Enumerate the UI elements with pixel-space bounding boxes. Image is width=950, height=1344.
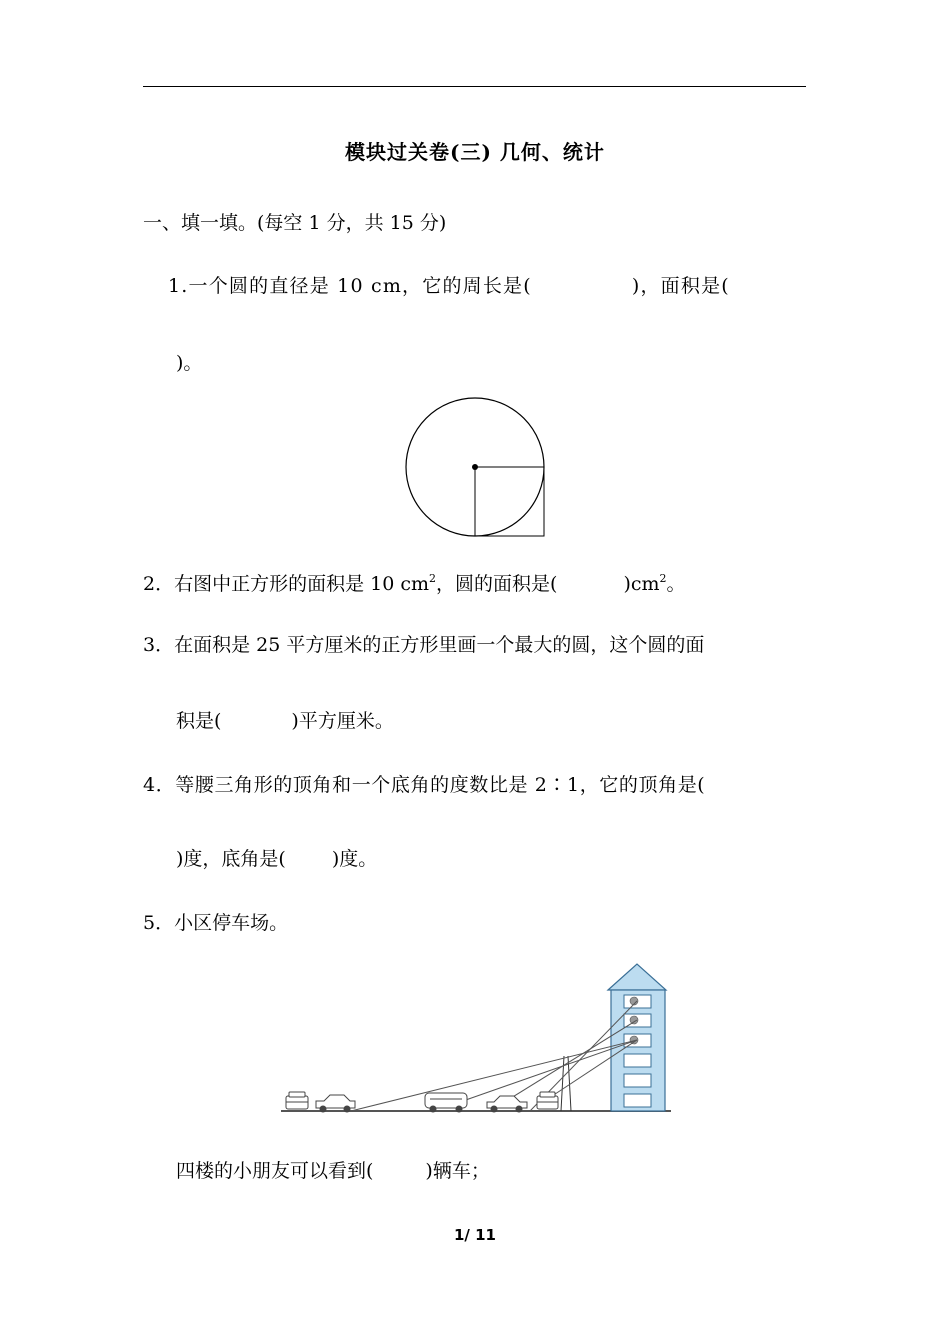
question-3-line-1: 3．在面积是 25 平方厘米的正方形里画一个最大的圆，这个圆的面 xyxy=(143,634,705,656)
car-3-sedan xyxy=(487,1096,527,1112)
page-title: 模块过关卷(三) 几何、统计 xyxy=(345,140,605,164)
q4-text-b: )度。 xyxy=(331,848,378,870)
q2-text-c: )cm xyxy=(623,573,660,595)
sight-lines xyxy=(351,1001,637,1111)
pole-left xyxy=(561,1056,564,1111)
window-floor-3 xyxy=(624,1054,651,1067)
building-roof xyxy=(608,964,666,990)
q1-text-b: )，面积是( xyxy=(631,275,730,297)
window-floor-1 xyxy=(624,1094,651,1107)
question-4-line-1: 4．等腰三角形的顶角和一个底角的度数比是 2∶1，它的顶角是( xyxy=(143,774,706,796)
q2-text-a: 2．右图中正方形的面积是 10 cm xyxy=(143,573,430,595)
vehicles xyxy=(286,1092,558,1112)
car-2-sedan xyxy=(316,1095,355,1112)
q3-text-a: 积是( xyxy=(176,710,222,732)
q5-text-a: 四楼的小朋友可以看到( xyxy=(176,1160,374,1182)
q2-text-d: 。 xyxy=(666,573,686,595)
q2-sup-2: 2 xyxy=(659,572,667,585)
q3-text-b: )平方厘米。 xyxy=(291,710,394,732)
car-4-front-view xyxy=(537,1092,558,1109)
sight-line-floor4-far xyxy=(351,1040,637,1111)
page-number: 1/ 11 xyxy=(453,1226,496,1244)
window-floor-2 xyxy=(624,1074,651,1087)
car-1-front-view xyxy=(286,1092,308,1109)
q2-text-b: ，圆的面积是( xyxy=(436,573,558,595)
q1-text-a: 1.一个圆的直径是 10 cm，它的周长是( xyxy=(168,275,532,297)
q2-sup-1: 2 xyxy=(429,572,437,585)
van xyxy=(425,1093,467,1112)
section-heading: 一、填一填。(每空 1 分，共 15 分) xyxy=(143,212,447,234)
question-5-line-1: 5．小区停车场。 xyxy=(143,912,289,934)
q4-text-a: )度，底角是( xyxy=(176,848,286,870)
question-5-line-2 xyxy=(176,1158,490,1184)
q1-text-c: )。 xyxy=(176,352,203,374)
q5-text-b: )辆车； xyxy=(425,1160,490,1182)
